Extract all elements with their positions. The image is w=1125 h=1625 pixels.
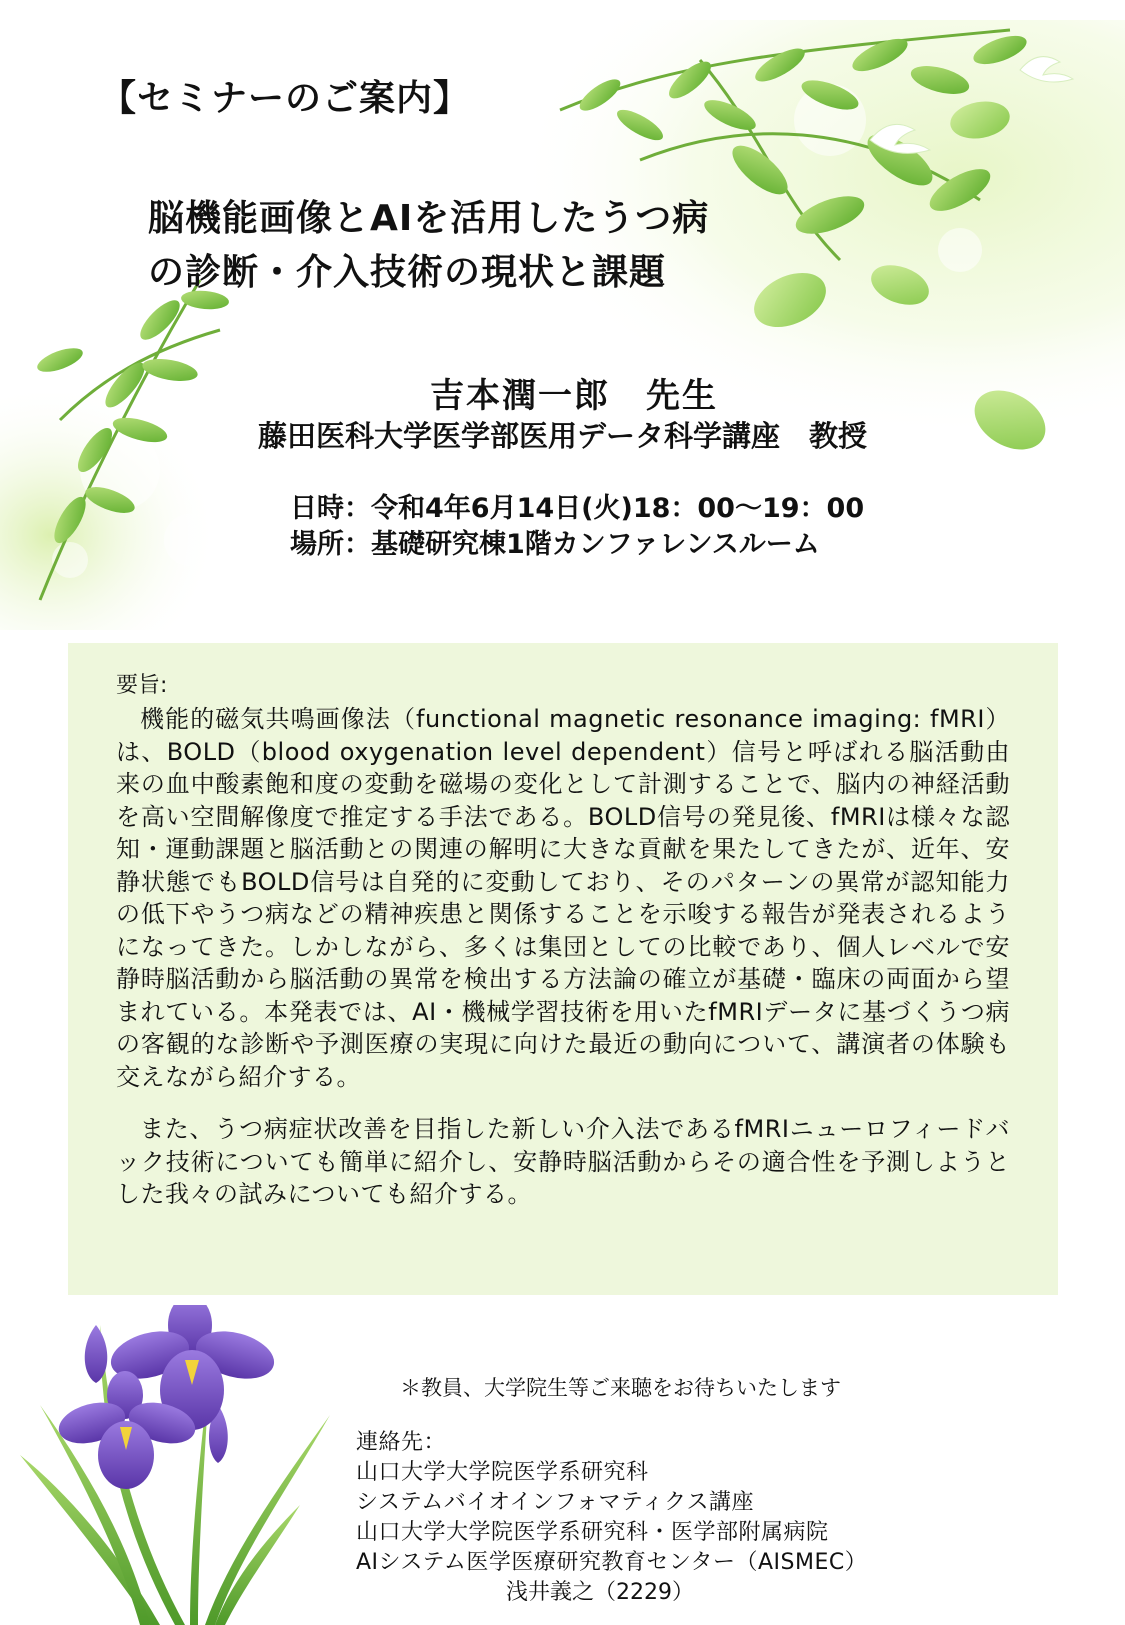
contact-line: 山口大学大学院医学系研究科 — [356, 1460, 649, 1485]
title-line-2: の診断・介入技術の現状と課題 — [148, 252, 667, 293]
speaker-affiliation: 藤田医科大学医学部医用データ科学講座 教授 — [258, 419, 868, 453]
event-venue: 場所：基礎研究棟1階カンファレンスルーム — [290, 529, 820, 560]
contact-line: 山口大学大学院医学系研究科・医学部附属病院 — [356, 1520, 829, 1545]
contact-label: 連絡先： — [356, 1430, 447, 1455]
speaker-name: 吉本潤一郎 先生 — [430, 376, 718, 416]
abstract-paragraph: また、うつ病症状改善を目指した新しい介入法であるfMRIニューロフィードバック技術についても簡単に紹介し、安静時脳活動からその適合性を予測しようとした我々の試みについても紹介する。 — [116, 1115, 1010, 1208]
contact-line: システムバイオインフォマティクス講座 — [356, 1490, 754, 1515]
seminar-heading: 【セミナーのご案内】 — [100, 78, 471, 119]
seminar-title — [148, 192, 908, 300]
contact-block — [356, 1428, 916, 1608]
abstract-label: 要旨: — [116, 673, 168, 698]
invitation-note: ＊教員、大学院生等ご来聴をお待ちいたします — [400, 1376, 841, 1400]
iris-flowers-illustration — [0, 1305, 360, 1625]
abstract-paragraph: 機能的磁気共鳴画像法（functional magnetic resonance imaging: fMRI）は、BOLD（blood oxygenation level dependent）信号と呼ばれる脳活動由来の血中酸素飽和度の変動を磁場の変化として計測することで、脳内の神経活動を高い空間解像度で推定する手法である。BOLD信号の発見後、fMRIは様々な認知・運動課題と脳活動との関連の解明に大きな貢献を果たしてきたが、近年、安静状態でもBOLD信号は自発的に変動しており、そのパターンの異常が認知能力の低下やうつ病などの精神疾患と関係することを示唆する報告が発表されるようになってきた。しかしながら、多くは集団としての比較であり、個人レベルで安静時脳活動から脳活動の異常を検出する方法論の確立が基礎・臨床の両面から望まれている。本発表では、AI・機械学習技術を用いたfMRIデータに基づくうつ病の客観的な診断や予測医療の実現に向けた最近の動向について、講演者の体験も交えながら紹介する。 — [116, 705, 1010, 1091]
event-date: 日時：令和4年6月14日(火)18：00～19：00 — [290, 493, 865, 524]
abstract-box — [68, 643, 1058, 1295]
contact-person: 浅井義之（2229） — [506, 1580, 694, 1605]
contact-line: AIシステム医学医療研究教育センター（AISMEC） — [356, 1550, 868, 1575]
title-line-1: 脳機能画像とAIを活用したうつ病 — [148, 198, 710, 239]
